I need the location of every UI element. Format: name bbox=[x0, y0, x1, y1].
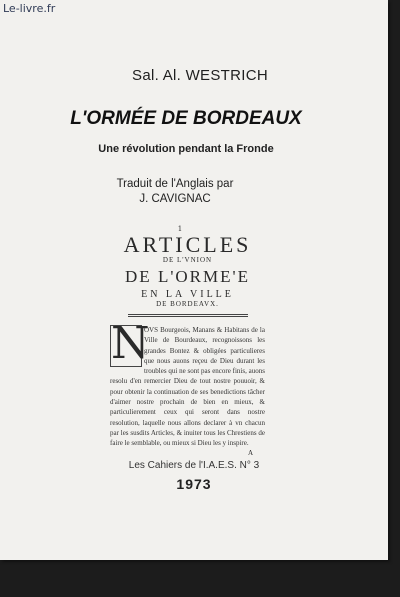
watermark: Le-livre.fr bbox=[3, 2, 56, 15]
facsimile-text: OVS Bourgeois, Manans & Habitans de la Ville de Bourdeaux, recognoissons les grandes Bontez & obligées particulieres que nous auons reçeu de Dieu durant les troubles qui ne sont pas encore finis, auons resolu d'en remercier Dieu de tout nostre pouuoir, & pour obtenir la continuation de ses benedictions tâcher d'aimer nostre prochain de bien en mieux, & particulierement ceux qui seront dans nostre resolution, laquelle nous allons declarer à vn chacun par les susdits Articles, & inuiter tous les Chrestiens de faire le semblable, ou mieux si Dieu les y inspire. bbox=[110, 326, 265, 448]
facsimile-page-number: 1 bbox=[177, 225, 183, 233]
publication-year: 1973 bbox=[176, 476, 212, 492]
book-subtitle: Une révolution pendant la Fronde bbox=[98, 143, 274, 155]
facsimile-catchword: A bbox=[247, 448, 253, 457]
facsimile-rule bbox=[128, 314, 248, 317]
facsimile-body bbox=[110, 318, 265, 457]
facsimile-heading: ARTICLES bbox=[123, 232, 252, 257]
author-name: Sal. Al. WESTRICH bbox=[132, 67, 268, 84]
translated-by-label: Traduit de l'Anglais par bbox=[116, 178, 234, 190]
translator-name: J. CAVIGNAC bbox=[139, 193, 211, 205]
facsimile-line-3: DE L'ORME'E bbox=[125, 267, 250, 286]
translation-credit bbox=[0, 177, 350, 207]
facsimile-page bbox=[110, 232, 265, 457]
facsimile-line-4: EN LA VILLE bbox=[141, 289, 234, 300]
facsimile-line-5: DE BORDEAVX. bbox=[156, 300, 219, 308]
facsimile-dropcap: N bbox=[111, 318, 150, 369]
facsimile-line-2: DE L'VNION bbox=[162, 256, 213, 264]
book-title: L'ORMÉE DE BORDEAUX bbox=[70, 108, 302, 129]
series-label: Les Cahiers de l'I.A.E.S. N° 3 bbox=[128, 460, 260, 471]
